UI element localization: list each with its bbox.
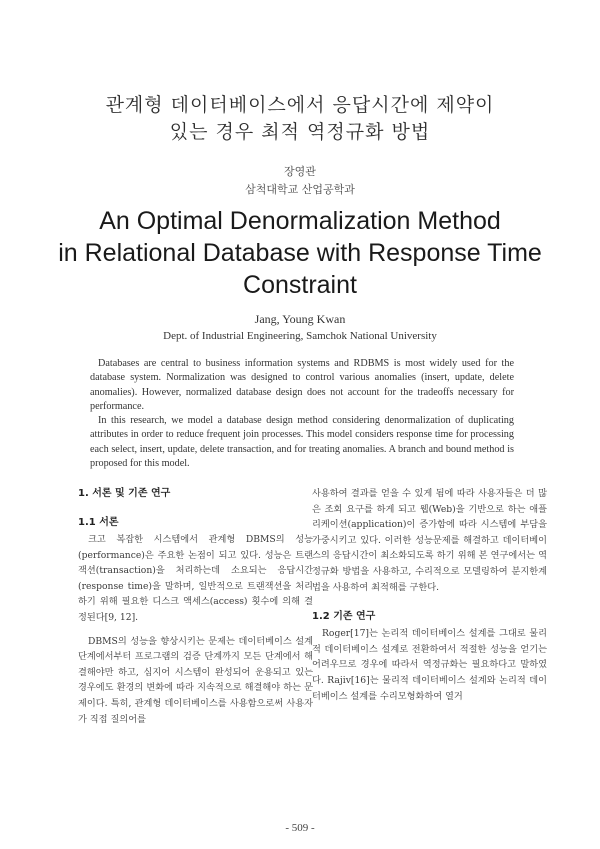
- english-author-name: Jang, Young Kwan: [254, 312, 346, 326]
- english-title-line-1: An Optimal Denormalization Method: [99, 207, 501, 235]
- left-paragraph-1: 크고 복잡한 시스템에서 관계형 DBMS의 성능(performance)은 주요한 논점이 되고 있다. 성능은 트랜잭션(transaction)을 처리하는데 소요되는 응답시간(response time)을 말하며, 일반적으로 트랜잭션을 처리하기 위해 필요한 디스크 액세스(access) 횟수에 의해 결정된다[9, 12].: [78, 534, 313, 623]
- abstract-paragraph-1: Databases are central to business information systems and RDBMS is most widely used for the database system. Normalization was designed to control various anomalies (insert, update, delete anomalies). However, normalized database design does not account for the tradeoffs necessary for performance.: [90, 358, 514, 412]
- right-column-body: [312, 486, 547, 595]
- right-column-body-2: [312, 626, 547, 704]
- english-title-line-3: Constraint: [243, 271, 357, 299]
- korean-author-name: 장영관: [284, 165, 316, 178]
- section-heading-introduction: 1. 서론 및 기존 연구: [78, 488, 171, 499]
- korean-title-line-2: 있는 경우 최적 역정규화 방법: [169, 121, 431, 143]
- abstract: [90, 357, 514, 471]
- page-number: - 509 -: [285, 822, 315, 834]
- korean-author-affiliation: 삼척대학교 산업공학과: [245, 183, 355, 196]
- right-column: [312, 486, 547, 704]
- english-author-affiliation: Dept. of Industrial Engineering, Samchok National University: [163, 330, 437, 342]
- korean-title-line-1: 관계형 데이터베이스에서 응답시간에 제약이: [105, 94, 495, 116]
- left-paragraph-2: DBMS의 성능을 향상시키는 문제는 데이터베이스 설계 단계에서부터 프로그램의 검증 단계까지 모든 단계에서 해결해야만 하고, 심지어 시스템이 완성되어 운용되고 있는 경우에도 환경의 변화에 따라 지속적으로 해결해야 하는 문제이다. 특히, 관계형 데이터베이스를 사용함으로써 사용자가 직접 질의어를: [78, 635, 313, 725]
- abstract-paragraph-2: In this research, we model a database design method considering denormalization of duplicating attributes in order to reduce frequent join processes. This model considers response time for processing each select, insert, update, delete transaction, and for treating anomalies. A branch and bound method is proposed for this model.: [90, 415, 514, 470]
- right-paragraph-2: Roger[17]는 논리적 데이터베이스 설계를 그대로 물리적 데이터베이스 설계로 전환하여서 적절한 성능을 얻기는 어려우므로 경우에 따라서 역정규화는 필요하다고 말하였다. Rajiv[16]는 물리적 데이터베이스 설계와 논리적 데이터베이스 설계를 수리모형화하여 열거: [312, 628, 547, 702]
- english-title-line-2: in Relational Database with Response Time: [58, 239, 542, 267]
- right-paragraph-1: 사용하여 결과를 얻을 수 있게 됨에 따라 사용자들은 더 많은 조회 요구를 하게 되고 웹(Web)을 기반으로 하는 애플리케이션(application)이 증가함에 따라 시스템에 부담을 가중시키고 있다. 이러한 성능문제를 해결하고 데이터베이스의 응답시간이 최소화되도록 하기 위해 본 연구에서는 역정규화 방법을 사용하고, 수리적으로 모델링하여 분지한계법을 사용하여 최적해를 구한다.: [312, 488, 547, 593]
- left-column-body: [78, 532, 313, 727]
- subsection-heading-1-2: 1.2 기존 연구: [312, 611, 376, 623]
- left-column: [78, 486, 313, 727]
- subsection-heading-1-1: 1.1 서론: [78, 517, 119, 528]
